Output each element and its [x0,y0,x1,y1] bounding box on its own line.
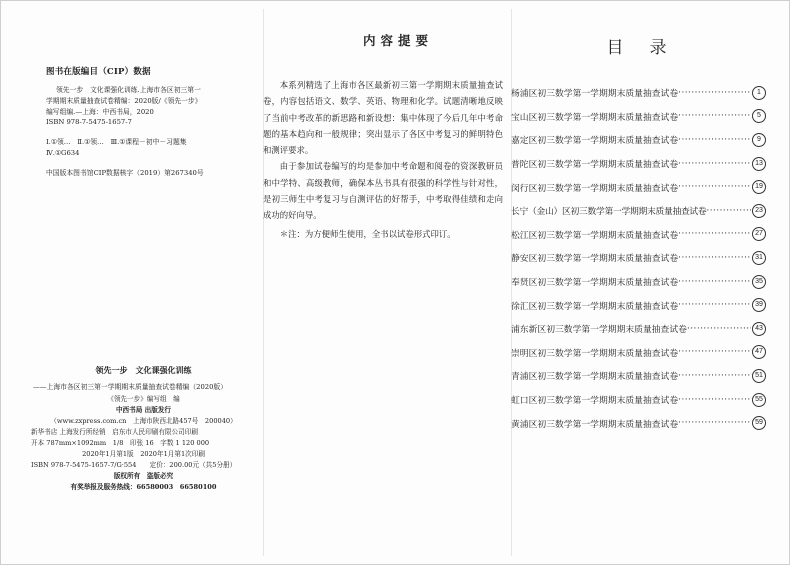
toc-entry[interactable] [511,317,766,341]
distribution-line: 新华书店 上海发行所经销 启东市人民印刷有限公司印刷 [31,428,198,436]
toc-entry[interactable] [511,152,766,176]
summary-note: ＊注：为方便师生使用，全书以试卷形式印订。 [279,228,456,239]
summary-paragraph: 本系列精选了上海市各区最新初三第一学期期末质量抽查试卷，内容包括语文、数学、英语、物理和化学。试题清晰地反映了当前中考改革的新思路和新设想：集中体现了今后几年中考命题的基本趋向和一般规律；突出显示了各区中考复习的鲜明特色和测评要求。 [263,80,503,156]
toc-entry-label: 奉贤区初三数学第一学期期末质量抽查试卷 [511,278,679,289]
toc-entry-label: 浦东新区初三数学第一学期期末质量抽查试卷 [511,325,687,336]
summary-section [263,31,503,242]
toc-page-number: 23 [752,204,766,218]
series-subtitle: ——上海市各区初三第一学期期末质量抽查试卷精编（2020版） [33,383,228,391]
toc-page-number: 5 [752,109,766,123]
toc-leader-dots [678,159,751,169]
toc-entry-label: 长宁（金山）区初三数学第一学期期末质量抽查试卷 [511,207,707,218]
toc-entry[interactable] [511,388,766,412]
toc-entry-label: 闵行区初三数学第一学期期末质量抽查试卷 [511,183,679,194]
toc-page-number: 35 [752,275,766,289]
toc-leader-dots [678,277,751,287]
toc-entry[interactable] [511,175,766,199]
rights-line: 版权所有 盗版必究 [113,472,174,480]
toc-entry[interactable] [511,105,766,129]
toc-page-number: 55 [752,393,766,407]
toc-entry-label: 松江区初三数学第一学期期末质量抽查试卷 [511,230,679,241]
edition-line: 2020年1月第1版 2020年1月第1次印刷 [82,450,205,458]
toc-leader-dots [678,111,751,121]
isbn-price-line: ISBN 978-7-5475-1657-7/G·554 定价：200.00元（共5分册） [31,461,237,469]
toc-page-number: 43 [752,322,766,336]
publisher-line: 中西书局 出版发行 [115,406,172,414]
toc-leader-dots [678,182,751,192]
toc-entry[interactable] [511,199,766,223]
imprint-block [31,365,256,493]
cip-classification: Ⅰ.①领… Ⅱ.①领… Ⅲ.①课程－初中－习题集 [46,138,187,147]
cip-line: 学期期末质量抽查试卷精编：2020版/《领先一步》 [46,96,202,105]
toc-page-number: 19 [752,180,766,194]
cip-title: 图书在版编目（CIP）数据 [46,67,151,77]
toc-page-number: 27 [752,227,766,241]
cip-line: 编写组编.—上海：中西书局，2020 [46,107,154,116]
toc-page-number: 31 [752,251,766,265]
toc-entry-label: 宝山区初三数学第一学期期末质量抽查试卷 [511,112,679,123]
toc-entry-label: 徐汇区初三数学第一学期期末质量抽查试卷 [511,301,679,312]
toc-leader-dots [678,347,751,357]
toc-leader-dots [678,300,751,310]
toc-entry[interactable] [511,128,766,152]
toc-leader-dots [678,418,751,428]
toc-entry[interactable] [511,293,766,317]
cip-record-number: 中国版本图书馆CIP数据核字（2019）第267340号 [46,168,204,177]
toc-title: 目录 [606,38,693,58]
toc-page-number: 1 [752,86,766,100]
toc-entry[interactable] [511,246,766,270]
toc-leader-dots [678,253,751,263]
toc-page-number: 9 [752,133,766,147]
toc-leader-dots [678,371,751,381]
cip-data-block [46,65,246,179]
toc-leader-dots [687,324,751,334]
toc-entry-label: 崇明区初三数学第一学期期末质量抽查试卷 [511,348,679,359]
toc-page-number: 47 [752,345,766,359]
address-line: （www.zxpress.com.cn 上海市陕西北路457号 200040） [50,417,237,425]
editor-line: 《领先一步》编写组 编 [107,395,180,403]
toc-leader-dots [678,229,751,239]
toc-leader-dots [678,395,751,405]
hotline-line: 有奖举报及服务热线：66580003 66580100 [70,483,217,491]
toc-leader-dots [706,206,751,216]
toc-list [511,81,766,435]
series-title: 领先一步 文化课强化训练 [95,365,192,375]
summary-paragraph: 由于参加试卷编写的均是参加中考命题和阅卷的资深教研员和中学特、高级教师，确保本丛书具有很强的科学性与针对性，是初三师生中考复习与自测评估的好帮手，中考取得佳绩和走向成功的好向导。 [263,161,503,221]
toc-leader-dots [678,88,751,98]
cip-line: 领先一步 文化课强化训练.上海市各区初三第一 [56,86,201,94]
summary-title: 内容提要 [362,33,433,48]
format-line: 开本 787mm×1092mm 1/8 印张 16 字数 1 120 000 [31,439,210,447]
toc-leader-dots [678,135,751,145]
toc-page-number: 13 [752,157,766,171]
toc-entry[interactable] [511,364,766,388]
toc-entry[interactable] [511,411,766,435]
toc-entry-label: 青浦区初三数学第一学期期末质量抽查试卷 [511,372,679,383]
toc-entry-label: 杨浦区初三数学第一学期期末质量抽查试卷 [511,89,679,100]
toc-entry[interactable] [511,270,766,294]
toc-entry[interactable] [511,81,766,105]
toc-entry-label: 静安区初三数学第一学期期末质量抽查试卷 [511,254,679,265]
toc-page-number: 39 [752,298,766,312]
toc-entry-label: 嘉定区初三数学第一学期期末质量抽查试卷 [511,136,679,147]
table-of-contents [511,33,766,435]
toc-entry[interactable] [511,341,766,365]
cip-classification: Ⅳ.①G634 [46,148,80,157]
toc-page-number: 51 [752,369,766,383]
toc-entry-label: 黄浦区初三数学第一学期期末质量抽查试卷 [511,419,679,430]
toc-entry[interactable] [511,223,766,247]
cip-isbn: ISBN 978-7-5475-1657-7 [46,118,132,127]
toc-page-number: 59 [752,416,766,430]
toc-entry-label: 虹口区初三数学第一学期期末质量抽查试卷 [511,396,679,407]
toc-entry-label: 普陀区初三数学第一学期期末质量抽查试卷 [511,160,679,171]
